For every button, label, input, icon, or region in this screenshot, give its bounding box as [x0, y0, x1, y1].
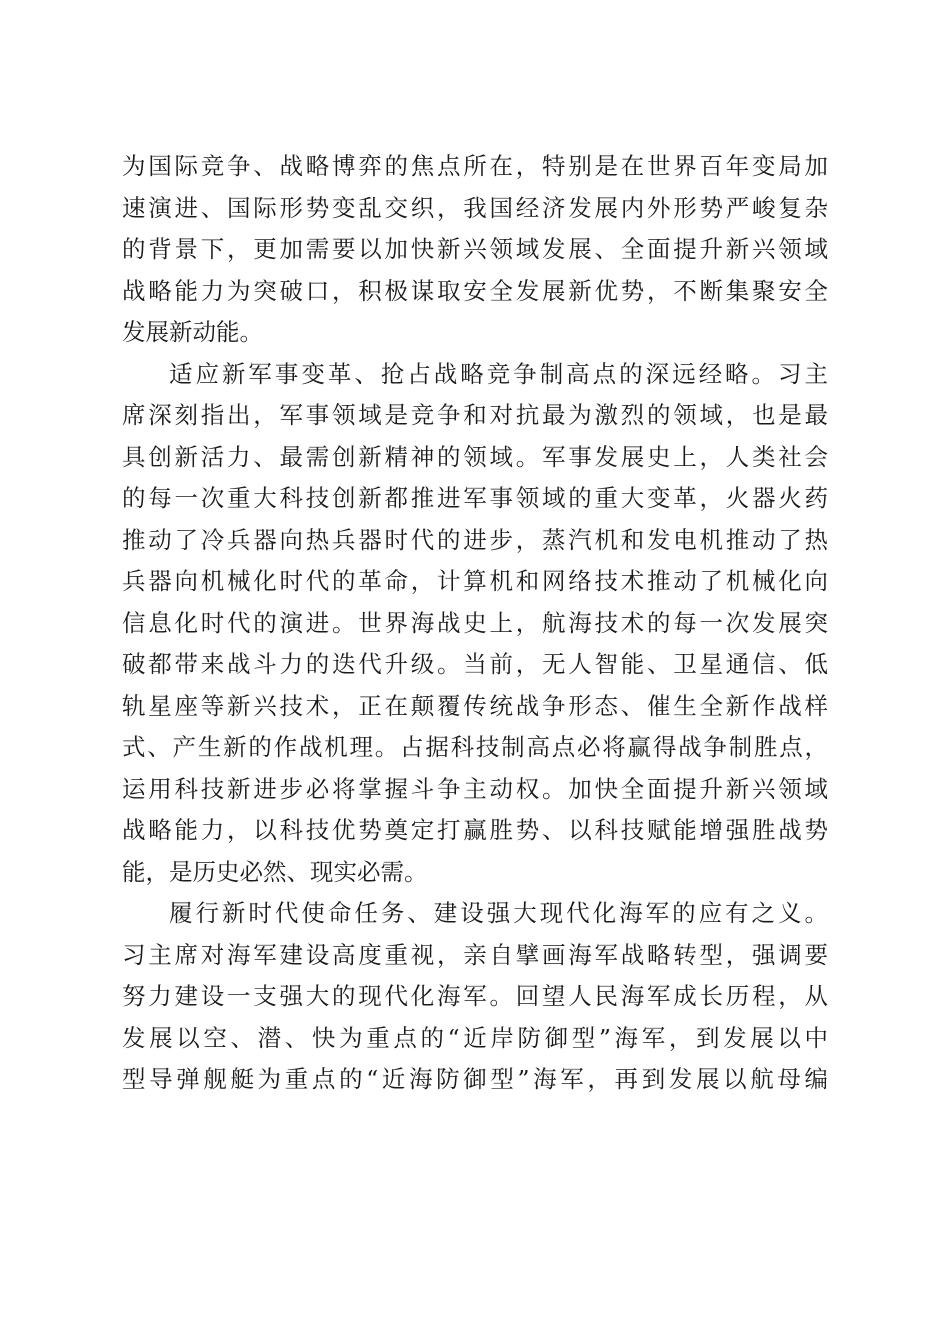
text-line: 信息化时代的演进。世界海战史上，航海技术的每一次发展突	[122, 608, 828, 637]
text-line: 的每一次重大科技创新都推进军事领域的重大变革，火器火药	[122, 484, 828, 512]
text-line: 速演进、国际形势变乱交织，我国经济发展内外形势严峻复杂	[122, 193, 828, 222]
text-line: 破都带来战斗力的迭代升级。当前，无人智能、卫星通信、低	[122, 650, 828, 678]
text-line: 的背景下，更加需要以加快新兴领域发展、全面提升新兴领域	[122, 235, 828, 263]
text-line: 履行新时代使命任务、建设强大现代化海军的应有之义。	[169, 899, 828, 927]
text-line: 兵器向机械化时代的革命，计算机和网络技术推动了机械化向	[122, 567, 828, 595]
text-line: 具创新活力、最需创新精神的领域。军事发展史上，人类社会	[122, 442, 828, 471]
document-body	[122, 146, 828, 1101]
paragraph-2	[122, 354, 828, 894]
text-line: 努力建设一支强大的现代化海军。回望人民海军成长历程，从	[122, 982, 828, 1010]
text-line: 战略能力，以科技优势奠定打赢胜势、以科技赋能增强胜战势	[122, 816, 828, 844]
paragraph-3	[122, 893, 828, 1101]
text-line: 习主席对海军建设高度重视，亲自擘画海军战略转型，强调要	[122, 940, 828, 969]
text-line: 运用科技新进步必将掌握斗争主动权。加快全面提升新兴领域	[122, 774, 828, 803]
paragraph-1	[122, 146, 828, 354]
text-line: 能，是历史必然、现实必需。	[122, 857, 428, 886]
text-line: 战略能力为突破口，积极谋取安全发展新优势，不断集聚安全	[122, 276, 828, 305]
text-line: 发展以空、潜、快为重点的“近岸防御型”海军，到发展以中	[122, 1023, 828, 1052]
text-line: 型导弹舰艇为重点的“近海防御型”海军，再到发展以航母编	[122, 1065, 828, 1093]
text-line: 席深刻指出，军事领域是竞争和对抗最为激烈的领域，也是最	[122, 401, 828, 429]
text-line: 发展新动能。	[122, 318, 263, 346]
text-line: 适应新军事变革、抢占战略竞争制高点的深远经略。习主	[169, 359, 828, 388]
text-line: 轨星座等新兴技术，正在颠覆传统战争形态、催生全新作战样	[122, 691, 828, 720]
text-line: 为国际竞争、战略博弈的焦点所在，特别是在世界百年变局加	[122, 152, 828, 180]
text-line: 式、产生新的作战机理。占据科技制高点必将赢得战争制胜点，	[122, 733, 828, 761]
text-line: 推动了冷兵器向热兵器时代的进步，蒸汽机和发电机推动了热	[122, 525, 828, 554]
